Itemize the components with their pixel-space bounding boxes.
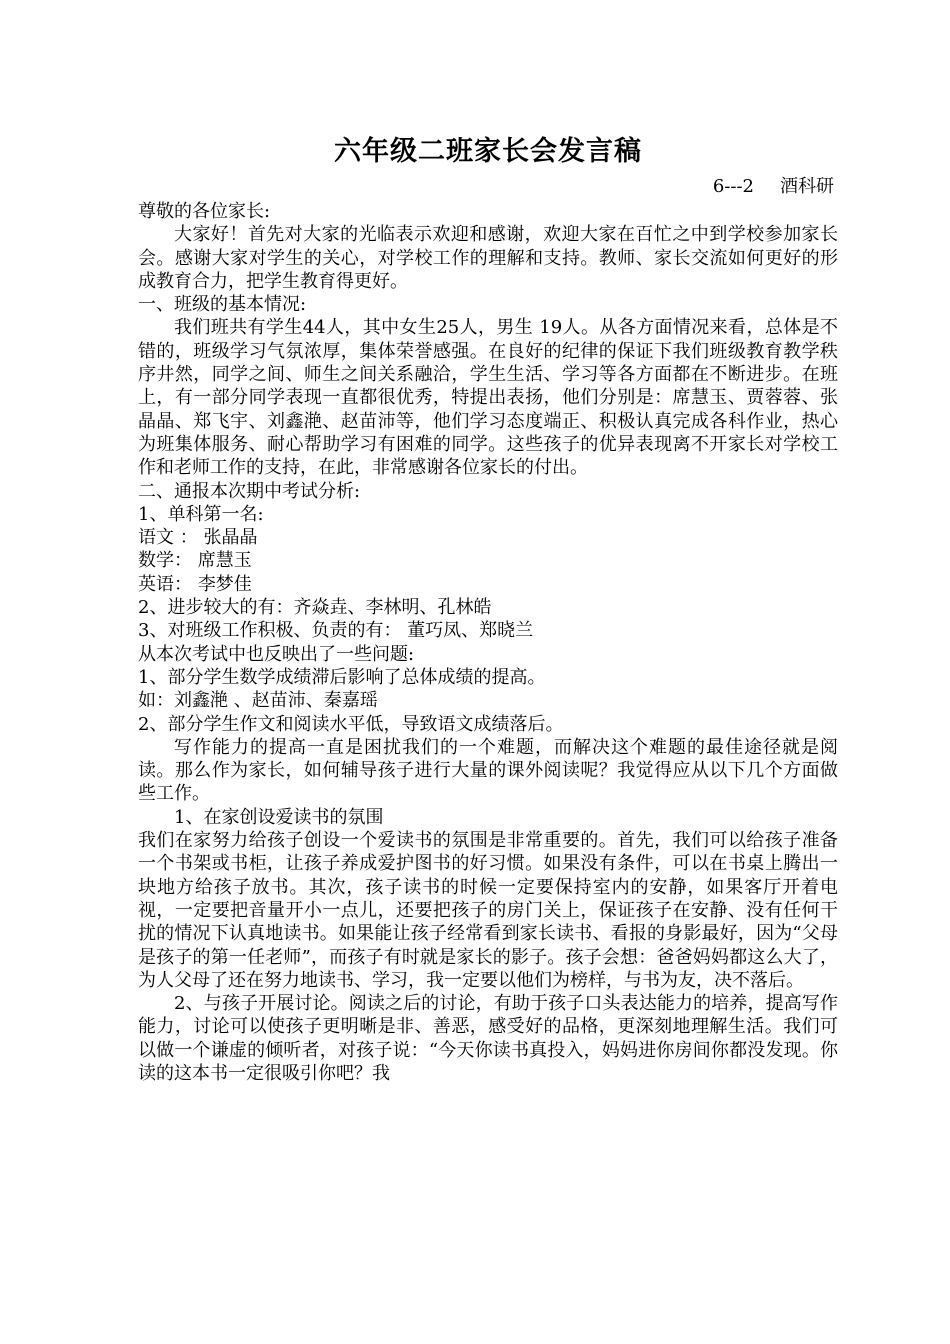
document-title: 六年级二班家长会发言稿 <box>334 136 642 167</box>
paragraph-class-overview: 我们班共有学生44人，其中女生25人，男生 19人。从各方面情况来看，总体是不错的，班级学习气氛浓厚，集体荣誉感强。在良好的纪律的保证下我们班级教育教学秩序井然，同学之间、师生之间关系融洽，学生生活、学习等各方面都在不断进步。在班上，有一部分同学表现一直都很优秀，特提出表扬，他们分别是：席慧玉、贾蓉蓉、张晶晶、郑飞宇、刘鑫滟、赵苗沛等，他们学习态度端正、积极认真完成各科作业，热心为班集体服务、耐心帮助学习有困难的同学。这些孩子的优异表现离不开家长对学校工作和老师工作的支持，在此，非常感谢各位家长的付出。 <box>138 317 838 479</box>
paragraph-reading: 写作能力的提高一直是困扰我们的一个难题，而解决这个难题的最佳途径就是阅读。那么作为家长，如何辅导孩子进行大量的课外阅读呢？我觉得应从以下几个方面做些工作。 <box>138 736 838 805</box>
paragraph-discussion: 2、与孩子开展讨论。阅读之后的讨论，有助于孩子口头表达能力的培养，提高写作能力，讨论可以使孩子更明晰是非、善恶，感受好的品格，更深刻地理解生活。我们可以做一个谦虚的倾听者，对孩子说：“今天你读书真投入，妈妈进你房间你都没发现。你读的这本书一定很吸引你吧？我 <box>138 993 838 1084</box>
author-name: 酒科研 <box>780 176 834 197</box>
paragraph-reading-atmosphere: 我们在家努力给孩子创设一个爱读书的氛围是非常重要的。首先，我们可以给孩子准备一个书架或书柜，让孩子养成爱护图书的好习惯。如果没有条件，可以在书桌上腾出一块地方给孩子放书。其次，孩子读书的时候一定要保持室内的安静，如果客厅开着电视，一定要把音量开小一点儿，还要把孩子的房门关上，保证孩子在安静、没有任何干扰的情况下认真地读书。如果能让孩子经常看到家长读书、看报的身影最好，因为“父母是孩子的第一任老师”，而孩子有时就是家长的影子。孩子会想：爸爸妈妈都这么大了，为人父母了还在努力地读书、学习，我一定要以他们为榜样，与书为友，决不落后。 <box>138 830 838 991</box>
section-heading-2: 二、通报本次期中考试分析: <box>138 480 361 502</box>
list-item: 2、进步较大的有：齐焱垚、李林明、孔林皓 <box>138 597 492 619</box>
paragraph-intro: 大家好！首先对大家的光临表示欢迎和感谢，欢迎大家在百忙之中到学校参加家长会。感谢大家对学生的关心，对学校工作的理解和支持。教师、家长交流如何更好的形成教育合力，把学生教育得更好。 <box>138 224 838 292</box>
document-page <box>138 130 838 1085</box>
list-item: 英语： 李梦佳 <box>138 573 252 595</box>
class-code: 6---2 <box>712 176 754 197</box>
list-item: 1、部分学生数学成绩滞后影响了总体成绩的提高。 <box>138 666 546 688</box>
subheading-reading-atmosphere: 1、在家创设爱读书的氛围 <box>174 806 384 828</box>
list-item: 2、部分学生作文和阅读水平低，导致语文成绩落后。 <box>138 713 564 735</box>
list-item: 数学： 席慧玉 <box>138 550 252 572</box>
greeting: 尊敬的各位家长: <box>138 201 271 222</box>
list-item: 3、对班级工作积极、负责的有： 董巧凤、郑晓兰 <box>138 620 534 642</box>
author-line <box>138 174 838 200</box>
section-heading-1: 一、班级的基本情况: <box>138 294 307 316</box>
list-item: 1、单科第一名: <box>138 503 264 525</box>
paragraph-problems-intro: 从本次考试中也反映出了一些问题: <box>138 643 415 665</box>
list-item: 语文 ： 张晶晶 <box>138 527 258 549</box>
list-item: 如：刘鑫滟 、赵苗沛、秦嘉瑶 <box>138 690 378 712</box>
